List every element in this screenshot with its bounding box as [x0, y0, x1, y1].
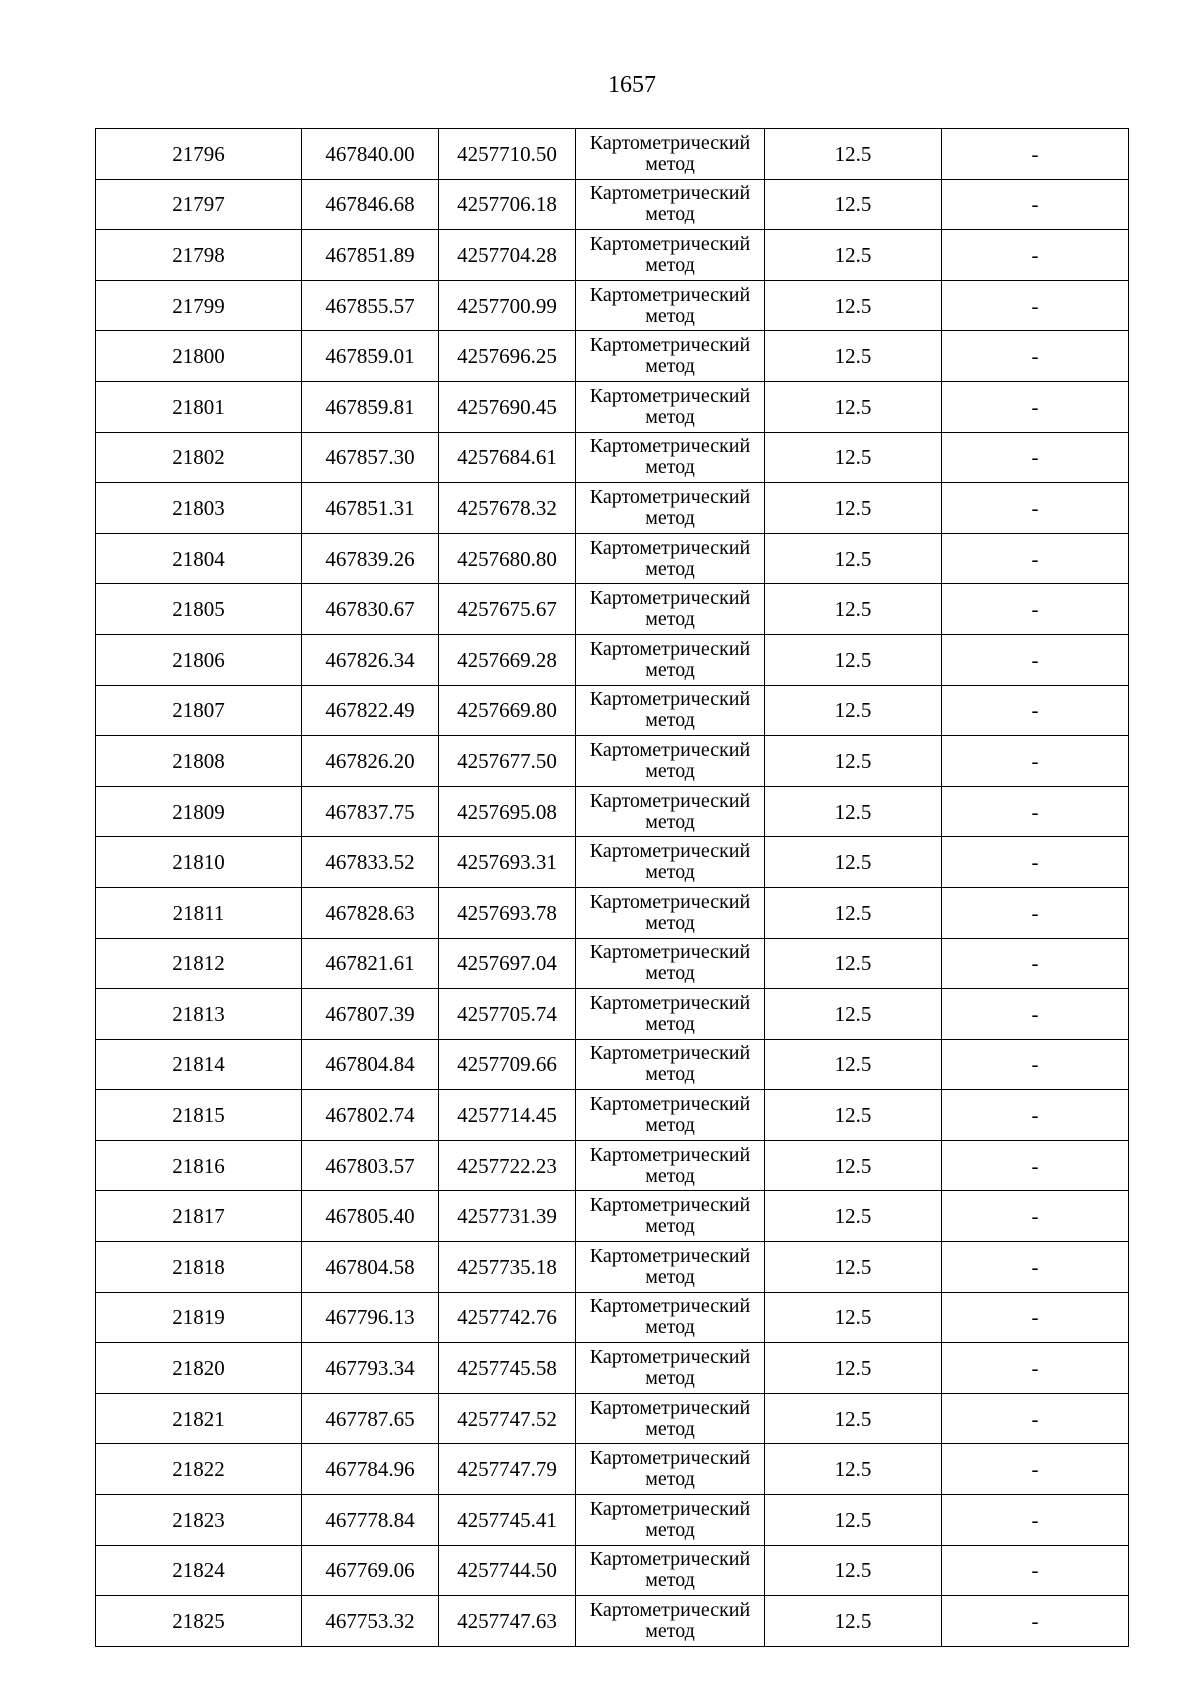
method-cell: [576, 179, 765, 230]
y-coordinate-cell: 4257677.50: [439, 736, 576, 787]
method-line-2: метод: [645, 405, 695, 428]
coordinates-table: [95, 128, 1129, 1647]
method-line-1: Картометрический: [589, 890, 751, 913]
table-row: [96, 533, 1129, 584]
y-coordinate-cell: 4257714.45: [439, 1090, 576, 1141]
note-cell: -: [942, 887, 1129, 938]
method-cell: [576, 1191, 765, 1242]
point-number-cell: 21817: [96, 1191, 302, 1242]
x-coordinate-cell: 467857.30: [302, 432, 439, 483]
method-line-1: Картометрический: [589, 991, 751, 1014]
method-line-1: Картометрический: [589, 840, 751, 863]
accuracy-cell: 12.5: [765, 1039, 942, 1090]
method-line-1: Картометрический: [589, 789, 751, 812]
method-line-1: Картометрический: [589, 1295, 751, 1318]
x-coordinate-cell: 467840.00: [302, 129, 439, 180]
x-coordinate-cell: 467796.13: [302, 1292, 439, 1343]
table-row: [96, 179, 1129, 230]
method-line-2: метод: [645, 1417, 695, 1440]
x-coordinate-cell: 467830.67: [302, 584, 439, 635]
method-line-2: метод: [645, 1569, 695, 1592]
point-number-cell: 21822: [96, 1444, 302, 1495]
point-number-cell: 21796: [96, 129, 302, 180]
method-line-1: Картометрический: [589, 688, 751, 711]
accuracy-cell: 12.5: [765, 432, 942, 483]
y-coordinate-cell: 4257690.45: [439, 381, 576, 432]
accuracy-cell: 12.5: [765, 786, 942, 837]
note-cell: -: [942, 381, 1129, 432]
table-row: [96, 1393, 1129, 1444]
y-coordinate-cell: 4257700.99: [439, 280, 576, 331]
method-cell: [576, 1140, 765, 1191]
method-line-2: метод: [645, 1164, 695, 1187]
x-coordinate-cell: 467787.65: [302, 1393, 439, 1444]
table-row: [96, 634, 1129, 685]
method-cell: [576, 331, 765, 382]
method-cell: [576, 483, 765, 534]
method-line-1: Картометрический: [589, 587, 751, 610]
y-coordinate-cell: 4257710.50: [439, 129, 576, 180]
x-coordinate-cell: 467846.68: [302, 179, 439, 230]
accuracy-cell: 12.5: [765, 837, 942, 888]
y-coordinate-cell: 4257745.58: [439, 1343, 576, 1394]
x-coordinate-cell: 467822.49: [302, 685, 439, 736]
method-line-1: Картометрический: [589, 334, 751, 357]
x-coordinate-cell: 467837.75: [302, 786, 439, 837]
point-number-cell: 21800: [96, 331, 302, 382]
point-number-cell: 21799: [96, 280, 302, 331]
point-number-cell: 21825: [96, 1596, 302, 1647]
point-number-cell: 21812: [96, 938, 302, 989]
x-coordinate-cell: 467833.52: [302, 837, 439, 888]
accuracy-cell: 12.5: [765, 1393, 942, 1444]
method-line-2: метод: [645, 355, 695, 378]
method-line-2: метод: [645, 1265, 695, 1288]
point-number-cell: 21802: [96, 432, 302, 483]
method-line-2: метод: [645, 861, 695, 884]
note-cell: -: [942, 1090, 1129, 1141]
table-row: [96, 280, 1129, 331]
method-cell: [576, 1039, 765, 1090]
point-number-cell: 21807: [96, 685, 302, 736]
accuracy-cell: 12.5: [765, 1343, 942, 1394]
note-cell: -: [942, 1343, 1129, 1394]
accuracy-cell: 12.5: [765, 331, 942, 382]
method-line-2: метод: [645, 658, 695, 681]
table-row: [96, 331, 1129, 382]
x-coordinate-cell: 467803.57: [302, 1140, 439, 1191]
method-line-1: Картометрический: [589, 1042, 751, 1065]
method-line-2: метод: [645, 1063, 695, 1086]
point-number-cell: 21806: [96, 634, 302, 685]
x-coordinate-cell: 467753.32: [302, 1596, 439, 1647]
point-number-cell: 21810: [96, 837, 302, 888]
table-row: [96, 1444, 1129, 1495]
accuracy-cell: 12.5: [765, 1495, 942, 1546]
y-coordinate-cell: 4257744.50: [439, 1545, 576, 1596]
method-cell: [576, 584, 765, 635]
accuracy-cell: 12.5: [765, 634, 942, 685]
accuracy-cell: 12.5: [765, 1292, 942, 1343]
method-cell: [576, 685, 765, 736]
accuracy-cell: 12.5: [765, 736, 942, 787]
accuracy-cell: 12.5: [765, 230, 942, 281]
method-cell: [576, 1090, 765, 1141]
method-cell: [576, 432, 765, 483]
x-coordinate-cell: 467851.89: [302, 230, 439, 281]
method-cell: [576, 230, 765, 281]
note-cell: -: [942, 1242, 1129, 1293]
x-coordinate-cell: 467826.34: [302, 634, 439, 685]
x-coordinate-cell: 467793.34: [302, 1343, 439, 1394]
accuracy-cell: 12.5: [765, 938, 942, 989]
x-coordinate-cell: 467855.57: [302, 280, 439, 331]
table-row: [96, 887, 1129, 938]
point-number-cell: 21821: [96, 1393, 302, 1444]
y-coordinate-cell: 4257669.80: [439, 685, 576, 736]
method-cell: [576, 887, 765, 938]
accuracy-cell: 12.5: [765, 381, 942, 432]
table-row: [96, 483, 1129, 534]
note-cell: -: [942, 230, 1129, 281]
accuracy-cell: 12.5: [765, 483, 942, 534]
method-cell: [576, 1292, 765, 1343]
y-coordinate-cell: 4257735.18: [439, 1242, 576, 1293]
point-number-cell: 21811: [96, 887, 302, 938]
x-coordinate-cell: 467859.81: [302, 381, 439, 432]
method-cell: [576, 736, 765, 787]
method-line-1: Картометрический: [589, 637, 751, 660]
note-cell: -: [942, 989, 1129, 1040]
method-line-1: Картометрический: [589, 1599, 751, 1622]
point-number-cell: 21809: [96, 786, 302, 837]
accuracy-cell: 12.5: [765, 280, 942, 331]
note-cell: -: [942, 533, 1129, 584]
x-coordinate-cell: 467778.84: [302, 1495, 439, 1546]
method-cell: [576, 634, 765, 685]
note-cell: -: [942, 584, 1129, 635]
table-row: [96, 1039, 1129, 1090]
y-coordinate-cell: 4257705.74: [439, 989, 576, 1040]
accuracy-cell: 12.5: [765, 533, 942, 584]
method-line-2: метод: [645, 253, 695, 276]
note-cell: -: [942, 280, 1129, 331]
table-row: [96, 230, 1129, 281]
accuracy-cell: 12.5: [765, 685, 942, 736]
table-row: [96, 1343, 1129, 1394]
note-cell: -: [942, 1596, 1129, 1647]
method-line-1: Картометрический: [589, 384, 751, 407]
method-cell: [576, 1393, 765, 1444]
y-coordinate-cell: 4257695.08: [439, 786, 576, 837]
method-line-2: метод: [645, 557, 695, 580]
point-number-cell: 21813: [96, 989, 302, 1040]
method-line-1: Картометрический: [589, 1447, 751, 1470]
table-row: [96, 584, 1129, 635]
method-line-1: Картометрический: [589, 182, 751, 205]
method-line-2: метод: [645, 456, 695, 479]
method-line-1: Картометрический: [589, 1396, 751, 1419]
note-cell: -: [942, 736, 1129, 787]
y-coordinate-cell: 4257678.32: [439, 483, 576, 534]
method-line-1: Картометрический: [589, 283, 751, 306]
method-cell: [576, 1444, 765, 1495]
note-cell: -: [942, 837, 1129, 888]
table-row: [96, 989, 1129, 1040]
table-row: [96, 736, 1129, 787]
method-cell: [576, 989, 765, 1040]
y-coordinate-cell: 4257742.76: [439, 1292, 576, 1343]
x-coordinate-cell: 467851.31: [302, 483, 439, 534]
y-coordinate-cell: 4257709.66: [439, 1039, 576, 1090]
note-cell: -: [942, 1140, 1129, 1191]
x-coordinate-cell: 467859.01: [302, 331, 439, 382]
y-coordinate-cell: 4257693.31: [439, 837, 576, 888]
method-cell: [576, 1495, 765, 1546]
y-coordinate-cell: 4257669.28: [439, 634, 576, 685]
method-cell: [576, 837, 765, 888]
note-cell: -: [942, 1393, 1129, 1444]
y-coordinate-cell: 4257697.04: [439, 938, 576, 989]
table-row: [96, 1495, 1129, 1546]
point-number-cell: 21804: [96, 533, 302, 584]
table-row: [96, 129, 1129, 180]
y-coordinate-cell: 4257704.28: [439, 230, 576, 281]
y-coordinate-cell: 4257747.63: [439, 1596, 576, 1647]
method-cell: [576, 1343, 765, 1394]
point-number-cell: 21805: [96, 584, 302, 635]
note-cell: -: [942, 1444, 1129, 1495]
method-line-2: метод: [645, 506, 695, 529]
accuracy-cell: 12.5: [765, 1596, 942, 1647]
method-cell: [576, 786, 765, 837]
x-coordinate-cell: 467802.74: [302, 1090, 439, 1141]
accuracy-cell: 12.5: [765, 1140, 942, 1191]
method-line-1: Картометрический: [589, 1346, 751, 1369]
method-line-2: метод: [645, 608, 695, 631]
point-number-cell: 21801: [96, 381, 302, 432]
table-row: [96, 1545, 1129, 1596]
method-line-1: Картометрический: [589, 1143, 751, 1166]
x-coordinate-cell: 467804.84: [302, 1039, 439, 1090]
method-line-1: Картометрический: [589, 435, 751, 458]
accuracy-cell: 12.5: [765, 1545, 942, 1596]
table-row: [96, 938, 1129, 989]
method-line-2: метод: [645, 1367, 695, 1390]
note-cell: -: [942, 1039, 1129, 1090]
point-number-cell: 21823: [96, 1495, 302, 1546]
accuracy-cell: 12.5: [765, 1444, 942, 1495]
accuracy-cell: 12.5: [765, 1090, 942, 1141]
point-number-cell: 21815: [96, 1090, 302, 1141]
table-row: [96, 1090, 1129, 1141]
method-line-1: Картометрический: [589, 1548, 751, 1571]
method-cell: [576, 1596, 765, 1647]
note-cell: -: [942, 938, 1129, 989]
method-line-1: Картометрический: [589, 536, 751, 559]
table-row: [96, 685, 1129, 736]
method-line-1: Картометрический: [589, 232, 751, 255]
note-cell: -: [942, 1545, 1129, 1596]
method-cell: [576, 1545, 765, 1596]
point-number-cell: 21803: [96, 483, 302, 534]
method-line-2: метод: [645, 1468, 695, 1491]
method-line-2: метод: [645, 152, 695, 175]
y-coordinate-cell: 4257722.23: [439, 1140, 576, 1191]
method-cell: [576, 381, 765, 432]
method-cell: [576, 533, 765, 584]
accuracy-cell: 12.5: [765, 129, 942, 180]
note-cell: -: [942, 1292, 1129, 1343]
accuracy-cell: 12.5: [765, 989, 942, 1040]
method-line-2: метод: [645, 304, 695, 327]
note-cell: -: [942, 634, 1129, 685]
method-line-1: Картометрический: [589, 485, 751, 508]
x-coordinate-cell: 467828.63: [302, 887, 439, 938]
note-cell: -: [942, 1191, 1129, 1242]
note-cell: -: [942, 432, 1129, 483]
note-cell: -: [942, 331, 1129, 382]
point-number-cell: 21820: [96, 1343, 302, 1394]
method-line-2: метод: [645, 1012, 695, 1035]
method-line-2: метод: [645, 203, 695, 226]
point-number-cell: 21818: [96, 1242, 302, 1293]
method-line-1: Картометрический: [589, 1093, 751, 1116]
method-line-1: Картометрический: [589, 131, 751, 154]
x-coordinate-cell: 467784.96: [302, 1444, 439, 1495]
accuracy-cell: 12.5: [765, 887, 942, 938]
method-cell: [576, 280, 765, 331]
method-line-1: Картометрический: [589, 1244, 751, 1267]
method-cell: [576, 1242, 765, 1293]
method-line-2: метод: [645, 1114, 695, 1137]
page-number: 1657: [608, 72, 656, 98]
method-line-1: Картометрический: [589, 738, 751, 761]
y-coordinate-cell: 4257747.79: [439, 1444, 576, 1495]
table-row: [96, 1191, 1129, 1242]
y-coordinate-cell: 4257684.61: [439, 432, 576, 483]
table-row: [96, 1292, 1129, 1343]
method-line-2: метод: [645, 1316, 695, 1339]
method-line-2: метод: [645, 1620, 695, 1643]
method-line-2: метод: [645, 759, 695, 782]
x-coordinate-cell: 467839.26: [302, 533, 439, 584]
x-coordinate-cell: 467804.58: [302, 1242, 439, 1293]
y-coordinate-cell: 4257706.18: [439, 179, 576, 230]
point-number-cell: 21824: [96, 1545, 302, 1596]
y-coordinate-cell: 4257747.52: [439, 1393, 576, 1444]
method-line-2: метод: [645, 911, 695, 934]
table-row: [96, 786, 1129, 837]
coordinates-table-body: [96, 129, 1129, 1647]
point-number-cell: 21814: [96, 1039, 302, 1090]
table-row: [96, 381, 1129, 432]
method-line-1: Картометрический: [589, 1497, 751, 1520]
accuracy-cell: 12.5: [765, 179, 942, 230]
method-line-1: Картометрический: [589, 941, 751, 964]
x-coordinate-cell: 467826.20: [302, 736, 439, 787]
table-row: [96, 432, 1129, 483]
table-row: [96, 1140, 1129, 1191]
x-coordinate-cell: 467805.40: [302, 1191, 439, 1242]
method-line-2: метод: [645, 709, 695, 732]
x-coordinate-cell: 467821.61: [302, 938, 439, 989]
y-coordinate-cell: 4257696.25: [439, 331, 576, 382]
y-coordinate-cell: 4257731.39: [439, 1191, 576, 1242]
y-coordinate-cell: 4257680.80: [439, 533, 576, 584]
note-cell: -: [942, 685, 1129, 736]
method-line-1: Картометрический: [589, 1194, 751, 1217]
x-coordinate-cell: 467769.06: [302, 1545, 439, 1596]
x-coordinate-cell: 467807.39: [302, 989, 439, 1040]
table-row: [96, 837, 1129, 888]
accuracy-cell: 12.5: [765, 584, 942, 635]
point-number-cell: 21808: [96, 736, 302, 787]
method-line-2: метод: [645, 1518, 695, 1541]
table-row: [96, 1596, 1129, 1647]
point-number-cell: 21819: [96, 1292, 302, 1343]
note-cell: -: [942, 786, 1129, 837]
note-cell: -: [942, 179, 1129, 230]
note-cell: -: [942, 483, 1129, 534]
method-cell: [576, 129, 765, 180]
method-line-2: метод: [645, 810, 695, 833]
note-cell: -: [942, 129, 1129, 180]
note-cell: -: [942, 1495, 1129, 1546]
point-number-cell: 21797: [96, 179, 302, 230]
method-line-2: метод: [645, 962, 695, 985]
method-line-2: метод: [645, 1215, 695, 1238]
y-coordinate-cell: 4257745.41: [439, 1495, 576, 1546]
y-coordinate-cell: 4257693.78: [439, 887, 576, 938]
point-number-cell: 21798: [96, 230, 302, 281]
method-cell: [576, 938, 765, 989]
y-coordinate-cell: 4257675.67: [439, 584, 576, 635]
point-number-cell: 21816: [96, 1140, 302, 1191]
accuracy-cell: 12.5: [765, 1191, 942, 1242]
accuracy-cell: 12.5: [765, 1242, 942, 1293]
table-row: [96, 1242, 1129, 1293]
